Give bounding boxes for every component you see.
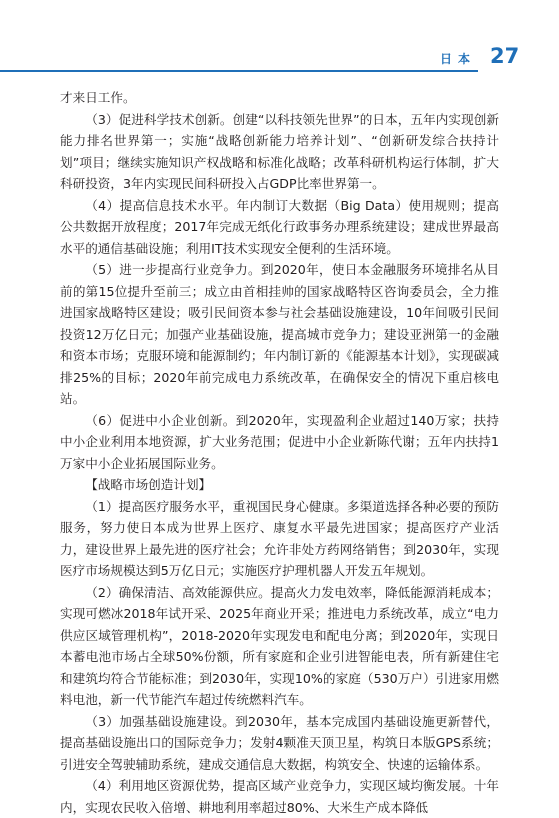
page-number: 27 [490, 44, 520, 68]
paragraph: （2）确保清洁、高效能源供应。提高火力发电效率，降低能源消耗成本；实现可燃冰2018年试开采、2025年商业开采；推进电力系统改革，成立“电力供应区域管理机构”，2018-2020年实现发电和配电分离；到2020年，实现日本蓄电池市场占全球50%份额，所有家庭和企业引进智能电表，所有新建住宅和建筑均符合节能标准；到2030年，实现10%的家庭（530万户）引进家用燃料电池，新一代节能汽车超过传统燃料汽车。 [60, 584, 499, 707]
section-heading: 【战略市场创造计划】 [85, 477, 212, 492]
header-country-label: 日本 [440, 52, 477, 66]
paragraph: （1）提高医疗服务水平，重视国民身心健康。多渠道选择各种必要的预防服务，努力使日本成为世界上医疗、康复水平最先进国家；提高医疗产业活力，建设世界上最先进的医疗社会；允许非处方药网络销售；到2030年，实现医疗市场规模达到5万亿日元；实施医疗护理机器人开发五年规划。 [60, 498, 499, 578]
paragraph: （3）促进科学技术创新。创建“以科技领先世界”的日本，五年内实现创新能力排名世界第一；实施“战略创新能力培养计划”、“创新研发综合扶持计划”项目；继续实施知识产权战略和标准化战略；改革科研机构运行体制，扩大科研投资，3年内实现民间科研投入占GDP比率世界第一。 [60, 111, 499, 191]
body-text [60, 87, 499, 818]
paragraph: （4）利用地区资源优势，提高区域产业竞争力，实现区域均衡发展。十年内，实现农民收入倍增、耕地利用率超过80%、大米生产成本降低 [60, 778, 499, 815]
paragraph: （5）进一步提高行业竞争力。到2020年，使日本金融服务环境排名从目前的第15位提升至前三；成立由首相挂帅的国家战略特区咨询委员会，全力推进国家战略特区建设；吸引民间资本参与社会基础设施建设，10年间吸引民间投资12万亿日元；加强产业基础设施，提高城市竞争力；建设亚洲第一的金融和资本市场；克服环境和能源制约；年内制订新的《能源基本计划》，实现碳减排25%的目标；2020年前完成电力系统改革，在确保安全的情况下重启核电站。 [60, 262, 499, 406]
paragraph: （4）提高信息技术水平。年内制订大数据（Big Data）使用规则；提高公共数据开放程度；2017年完成无纸化行政事务办理系统建设；建成世界最高水平的通信基础设施；利用IT技术实现安全便利的生活环境。 [60, 197, 499, 256]
paragraph: （6）促进中小企业创新。到2020年，实现盈利企业超过140万家；扶持中小企业利用本地资源，扩大业务范围；促进中小企业新陈代谢；五年内扶持1万家中小企业拓展国际业务。 [60, 412, 499, 471]
header-rule [0, 70, 478, 72]
paragraph: 才来日工作。 [60, 90, 136, 105]
page-header [0, 44, 559, 78]
paragraph: （3）加强基础设施建设。到2030年，基本完成国内基础设施更新替代，提高基础设施出口的国际竞争力；发射4颗准天顶卫星，构筑日本版GPS系统；引进安全驾驶辅助系统，建成交通信息大数据，构筑安全、快速的运输体系。 [60, 713, 499, 772]
